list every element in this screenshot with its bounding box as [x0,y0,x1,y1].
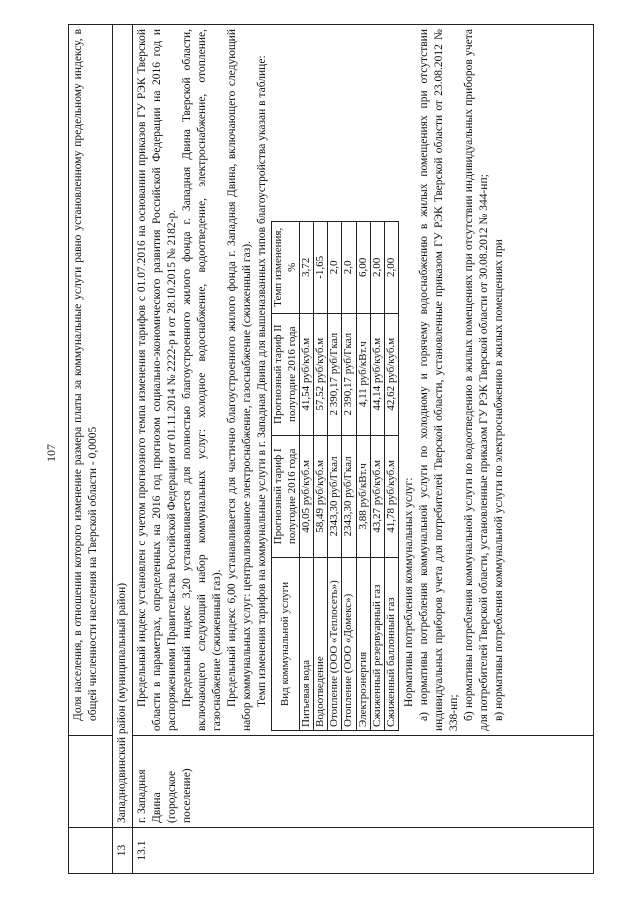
service-name: Питьевая вода [299,557,313,730]
row-13-1-number: 13.1 [133,827,594,873]
main-table [68,24,594,874]
service-name: Водоотведение [314,557,328,730]
tariff-h1: 43,27 руб/куб.м [370,435,384,557]
service-name: Сжиженный резервуарный газ [370,557,384,730]
population-share-text: Доля населения, в отношении которого изменение размера платы за коммунальные услуги равно установленному предельному индексу, в общей численности населения на Тверской области - 0,0005 [69,24,113,735]
paragraph-table-intro: Темп изменения тарифов на коммунальные услуги в г. Западная Двина для вышеназванных типов благоустройства указан в таблице: [255,54,268,707]
tariff-h2: 2 390,17 руб/Гкал [342,313,356,435]
top-row [69,24,113,873]
tariff-table-header [272,221,299,730]
paragraph-index-partial: Предельный индекс 6,00 устанавливается для частично благоустроенного жилого фонда г. Западная Двина, включающего следующий набор коммунальных услуг: централизованное электроснабжение, газоснабжение (сжиженный газ). [225,28,253,731]
rate-change: 2,00 [384,221,398,313]
rate-change: 2,0 [342,221,356,313]
paragraph-index-full: Предельный индекс 3,20 устанавливается для полностью благоустроенного жилого фонда г. Западная Двина Тверской области, включающего следующий набор коммунальных услуг: холодное водоснабжение, водоотведение, электроснабжение, отопление, газоснабжение (сжиженный газ). [180,28,223,731]
tariff-h2: 2 390,17 руб/Гкал [328,313,342,435]
tariff-h2: 42,62 руб/куб.м [384,313,398,435]
header-tariff-h2: Прогнозный тариф II полугодие 2016 года [272,313,299,435]
tariff-h1: 58,49 руб/куб.м [314,435,328,557]
service-name: Отопление (ООО «Домекс») [342,557,356,730]
table-row [328,221,342,730]
page-body [68,24,594,874]
row-13 [113,24,133,873]
table-row [370,221,384,730]
row-13-1 [133,24,594,873]
service-name: Сжиженный баллонный газ [384,557,398,730]
row-13-district: Западнодвинский район (муниципальный район) [113,24,133,827]
tariff-h1: 41,78 руб/куб.м [384,435,398,557]
table-row [314,221,328,730]
row-13-1-content [133,24,594,735]
tariff-table [271,221,399,731]
row-13-1-name: г. Западная Двина (городское поселение) [133,735,594,827]
header-service: Вид коммунальной услуги [272,557,299,730]
row-13-number: 13 [113,827,133,873]
table-row [356,221,370,730]
header-tariff-h1: Прогнозный тариф I полугодие 2016 года [272,435,299,557]
tariff-h1: 40,05 руб/куб.м [299,435,313,557]
table-row [342,221,356,730]
tariff-h1: 2343,30 руб/Гкал [342,435,356,557]
paragraph-norm-c: в) нормативы потребления коммунальной услуги по электроснабжению в жилых помещениях при [492,238,505,721]
tariff-h2: 57,52 руб/куб.м [314,313,328,435]
tariff-h1: 2343,30 руб/Гкал [328,435,342,557]
paragraph-basis: Предельный индекс установлен с учетом прогнозного темпа изменения тарифов с 01.07.2016 на основании приказов ГУ РЭК Тверской области в параметрах, определенных на 2016 год прогнозом социально-экономического развития Российской Федерации на 2016 год и распоряжениями Правительства Российской Федерации от 01.11.2014 № 2222-р и от 28.10.2015 № 2182-р. [136,28,178,731]
tariff-h2: 41,54 руб/куб.м [299,313,313,435]
rate-change: 3,72 [299,221,313,313]
paragraph-norms-heading: Нормативы потребления коммунальных услуг: [403,477,416,707]
paragraph-norm-a: а) нормативы потребления коммунальной услуги по холодному и горячему водоснабжению в жилых помещениях при отсутствии индивидуальных приборов учета для потребителей Тверской области, установленные приказом ГУ РЭК Тверской области от 23.08.2012 № 338-нп; [418,28,460,731]
page-number: 107 [44,443,58,462]
service-name: Электроэнергия [356,557,370,730]
table-row [299,221,313,730]
tariff-h2: 4,11 руб/кВт.ч [356,313,370,435]
rate-change: 6,00 [356,221,370,313]
header-rate: Темп изменения, % [272,221,299,313]
service-name: Отопление (ООО «Теплосеть») [328,557,342,730]
rate-change: -1,65 [314,221,328,313]
scanned-page [40,18,600,888]
rate-change: 2,00 [370,221,384,313]
tariff-h1: 3,88 руб/кВт.ч [356,435,370,557]
table-row [384,221,398,730]
rate-change: 2,0 [328,221,342,313]
paragraph-norm-b: б) нормативы потребления коммунальной услуги по водоотведению в жилых помещениях при отсутствии индивидуальных приборов учета для потребителей Тверской области, установленные приказом ГУ РЭК Тверской области от 30.08.2012 № 344-нп; [462,28,490,731]
tariff-h2: 44,14 руб/куб.м [370,313,384,435]
